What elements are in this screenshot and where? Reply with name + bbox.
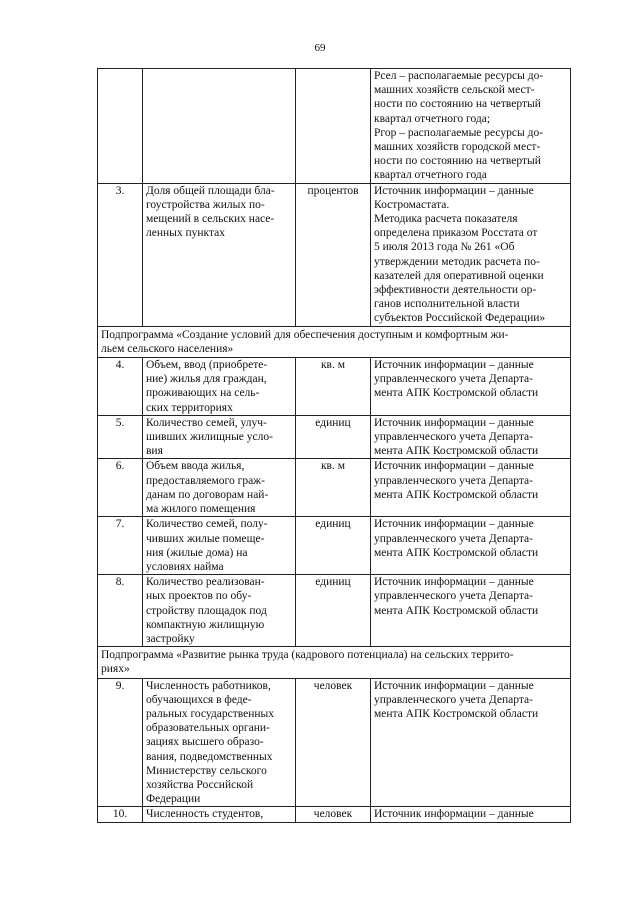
indicator-name-text: Количество реализован- ных проектов по обу- стройству площадок под компактную жилищную застройку [146,576,267,645]
table-row [98,678,571,807]
unit-cell: процентов [296,183,371,326]
unit-cell: кв. м [296,459,371,517]
indicators-table [97,68,571,823]
indicator-name-text: Количество семей, улуч- шивших жилищные усло- вия [146,416,273,458]
description-text: Источник информации – данные Костромастата. Методика расчета показателя определена приказом Росстата от 5 июля 2013 года № 261 «Об утверждении методик расчета по- казателей для оперативной оценки эффективности деятельности ор- ганов исполнительной власти субъектов Российской Федерации» [374,184,546,325]
indicator-name-cell [143,459,296,517]
table-row [98,459,571,517]
unit-cell: единиц [296,415,371,459]
description-text: Источник информации – данные управленческого учета Департа- мента АПК Костромской области [374,576,539,617]
row-number-cell [98,69,143,184]
description-text: Рсел – располагаемые ресурсы до- машних хозяйств сельской мест- ности по состоянию на четвертый квартал отчетного года; Ргор – располагаемые ресурсы до- машних хозяйств городской мест- ности по состоянию на четвертый квартал отчетного года [374,70,544,182]
indicator-name-text: Доля общей площади бла- гоустройства жилых по- мещений в сельских насе- ленных пунктах [146,184,275,240]
unit-cell: кв. м [296,358,371,416]
indicator-name-cell [143,415,296,459]
row-number-cell: 4. [98,358,143,416]
unit-cell: единиц [296,575,371,647]
subprogram-title: Подпрограмма «Развитие рынка труда (кадрового потенциала) на сельских террито- риях» [98,647,571,678]
indicator-name-cell [143,678,296,807]
table-row [98,69,571,184]
table-row [98,517,571,575]
indicator-name-cell [143,807,296,822]
indicator-name-text: Численность работников, обучающихся в феде- ральных государственных образовательных органи- зациях высшего образо- вания, подведомственных Министерству сельского хозяйства Российской Федерации [146,679,274,806]
description-text: Источник информации – данные управленческого учета Департа- мента АПК Костромской области [374,460,539,501]
description-cell [371,415,571,459]
indicator-name-text: Объем, ввод (приобрете- ние) жилья для граждан, проживающих на сель- ских территориях [146,359,268,414]
unit-cell [296,69,371,184]
row-number-cell: 6. [98,459,143,517]
table-row [98,807,571,822]
description-text: Источник информации – данные управленческого учета Департа- мента АПК Костромской области [374,679,539,720]
indicator-name-text: Количество семей, полу- чивших жилые помеще- ния (жилые дома) на условиях найма [146,518,268,573]
table-row [98,575,571,647]
description-text: Источник информации – данные управленческого учета Департа- мента АПК Костромской области [374,416,539,458]
description-cell [371,459,571,517]
indicator-name-cell [143,575,296,647]
row-number-cell: 5. [98,415,143,459]
unit-cell: единиц [296,517,371,575]
page-number: 69 [314,42,326,54]
row-number-cell: 10. [98,807,143,822]
row-number-cell: 8. [98,575,143,647]
indicator-name-cell [143,69,296,184]
table-row [98,358,571,416]
description-text: Источник информации – данные управленческого учета Департа- мента АПК Костромской области [374,359,539,400]
row-number-cell: 3. [98,183,143,326]
description-cell [371,183,571,326]
row-number-cell: 7. [98,517,143,575]
indicator-name-text: Численность студентов, [146,808,264,821]
unit-cell: человек [296,807,371,822]
description-cell [371,807,571,822]
description-text: Источник информации – данные [374,808,534,821]
description-cell [371,358,571,416]
indicator-name-text: Объем ввода жилья, предоставляемого граж- данам по договорам най- ма жилого помещения [146,460,269,516]
table-row [98,415,571,459]
description-cell [371,575,571,647]
indicator-name-cell [143,183,296,326]
description-cell [371,678,571,807]
subprogram-header-row [98,326,571,357]
indicator-name-cell [143,358,296,416]
subprogram-header-row [98,647,571,678]
indicator-name-cell [143,517,296,575]
unit-cell: человек [296,678,371,807]
table-row [98,183,571,326]
description-cell [371,69,571,184]
description-cell [371,517,571,575]
description-text: Источник информации – данные управленческого учета Департа- мента АПК Костромской области [374,518,539,559]
row-number-cell: 9. [98,678,143,807]
subprogram-title: Подпрограмма «Создание условий для обеспечения доступным и комфортным жи- льем сельского населения» [98,326,571,357]
